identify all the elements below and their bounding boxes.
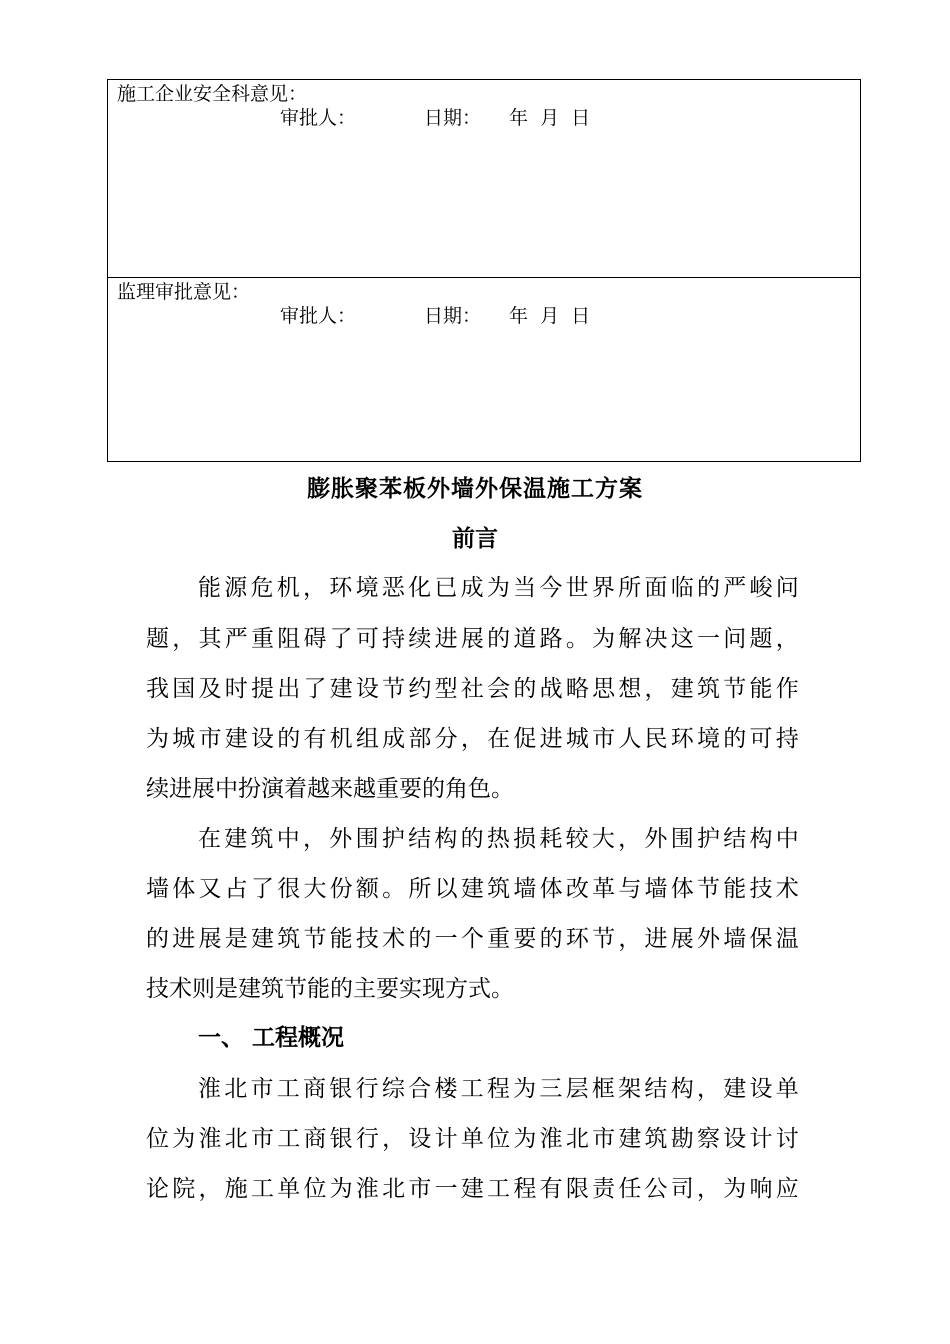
approver-label: 审批人： [280,305,357,327]
date-label: 日期： [424,305,482,327]
paragraph-line: 为城市建设的有机组成部分，在促进城市人民环境的可持 [146,726,802,752]
approver-label: 审批人： [280,107,357,129]
paragraph-line: 技术则是建筑节能的主要实现方式。 [146,976,514,1002]
preface-heading: 前言 [452,525,498,552]
date-label: 日期： [424,107,482,129]
paragraph-line: 论院，施工单位为淮北市一建工程有限责任公司，为响应 [146,1176,802,1202]
paragraph-line: 题，其严重阻碍了可持续进展的道路。为解决这一问题， [146,626,802,652]
paragraph-line: 我国及时提出了建设节约型社会的战略思想，建筑节能作 [146,676,802,702]
paragraph-line: 能源危机，环境恶化已成为当今世界所面临的严峻问 [198,575,802,601]
safety-dept-opinion-cell [108,80,860,278]
document-title: 膨胀聚苯板外墙外保温施工方案 [307,475,643,502]
date-ymd-placeholder: 年 月 日 [509,107,591,129]
paragraph-line: 的进展是建筑节能技术的一个重要的环节，进展外墙保温 [146,926,802,952]
supervision-opinion-label: 监理审批意见： [117,281,251,303]
safety-dept-opinion-label: 施工企业安全科意见： [117,83,308,105]
paragraph-line: 在建筑中，外围护结构的热损耗较大，外围护结构中 [198,826,802,852]
approval-table [107,79,861,462]
section-heading: 一、 工程概况 [198,1024,345,1051]
paragraph-line: 位为淮北市工商银行，设计单位为淮北市建筑勘察设计讨 [146,1126,802,1152]
date-ymd-placeholder: 年 月 日 [509,305,591,327]
paragraph-line: 墙体又占了很大份额。所以建筑墙体改革与墙体节能技术 [146,876,802,902]
supervision-opinion-cell [108,278,860,461]
paragraph-line: 续进展中扮演着越来越重要的角色。 [146,776,514,802]
paragraph-line: 淮北市工商银行综合楼工程为三层框架结构，建设单 [198,1076,802,1102]
